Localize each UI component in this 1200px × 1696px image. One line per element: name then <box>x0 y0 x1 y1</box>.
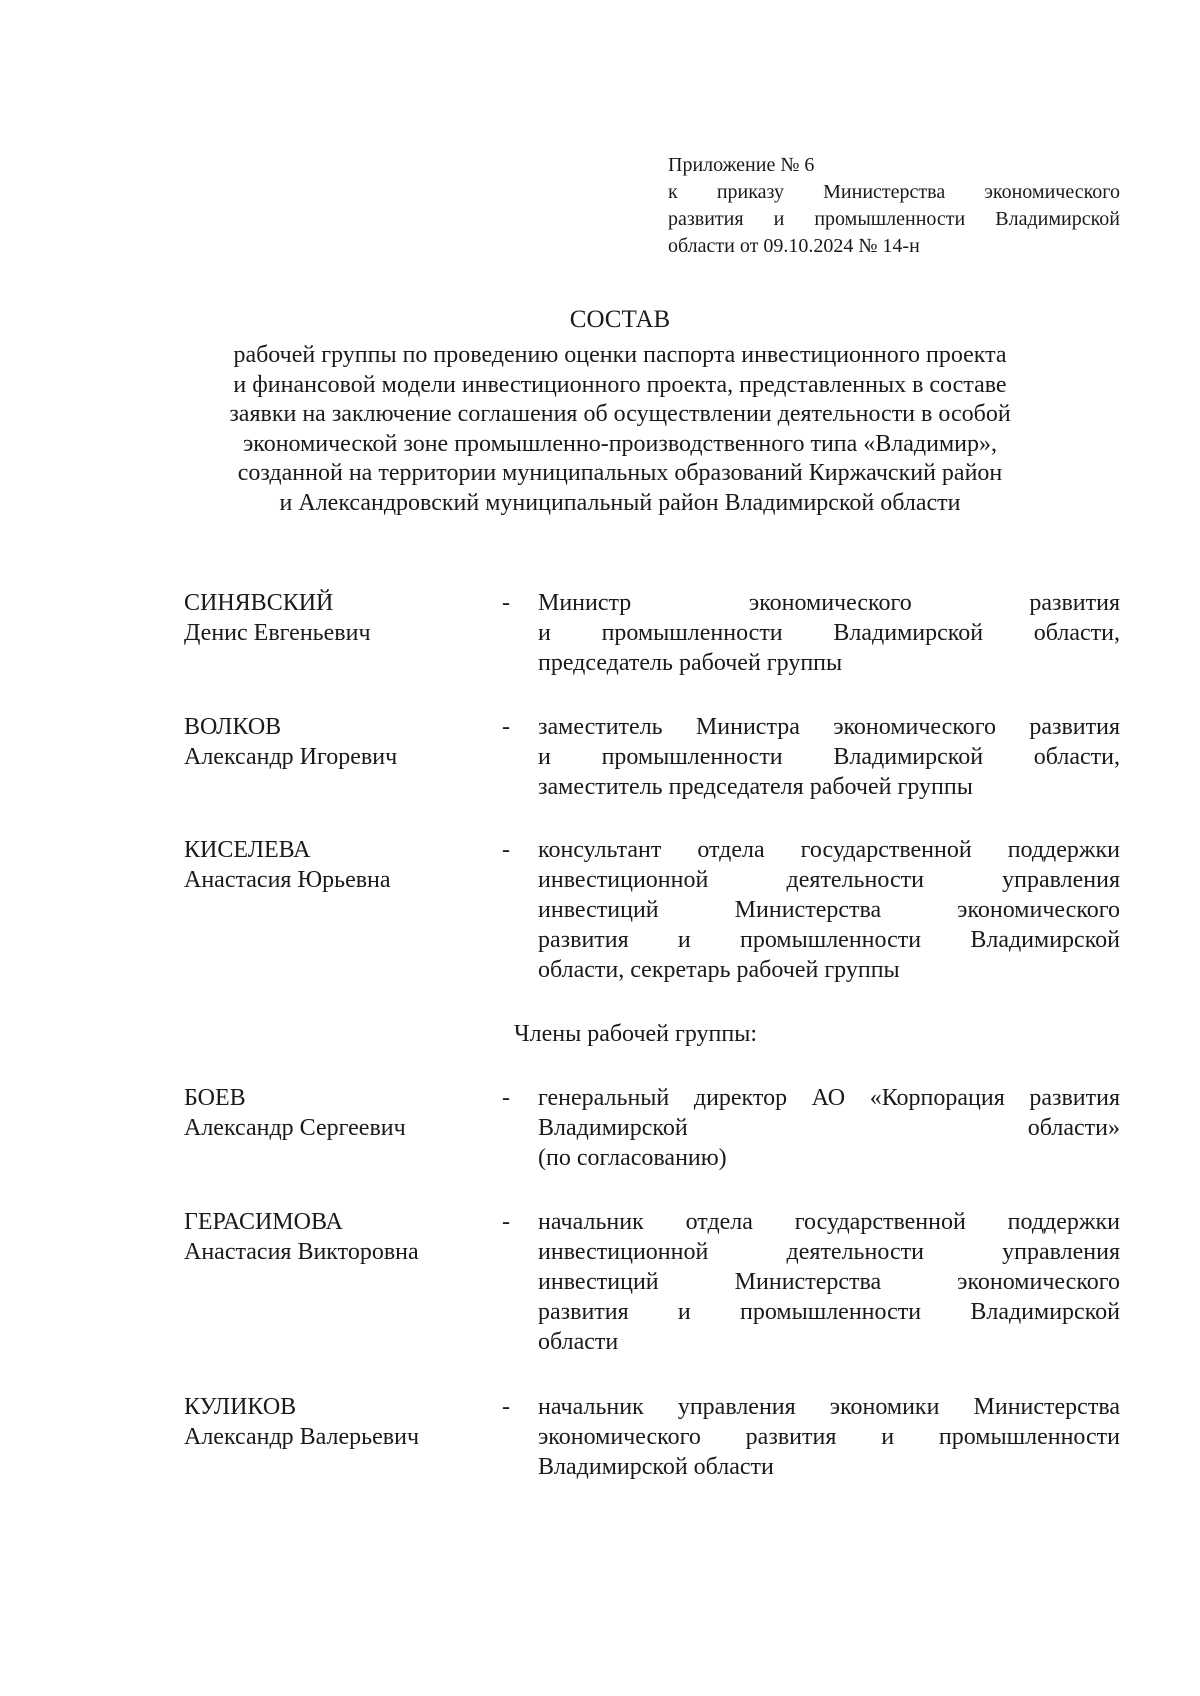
member-given-name: Александр Сергеевич <box>184 1115 406 1141</box>
heading-line: экономической зоне промышленно-производственного типа «Владимир», <box>242 430 998 457</box>
separator-dash: - <box>502 714 510 740</box>
member-surname: СИНЯВСКИЙ <box>184 590 334 616</box>
document-title: СОСТАВ <box>569 306 671 333</box>
role-line: области, секретарь рабочей группы <box>538 957 900 983</box>
role-line: генеральный директор АО «Корпорация развития <box>538 1085 1120 1111</box>
separator-dash: - <box>502 1085 510 1111</box>
separator-dash: - <box>502 590 510 616</box>
member-given-name: Анастасия Викторовна <box>184 1239 419 1265</box>
member-name <box>184 835 484 895</box>
member-surname: БОЕВ <box>184 1085 246 1111</box>
heading-line: созданной на территории муниципальных образований Киржачский район <box>237 460 1003 486</box>
role-line: инвестиционной деятельности управления <box>538 867 1120 893</box>
member-given-name: Александр Игоревич <box>184 744 398 770</box>
member-given-name: Денис Евгеньевич <box>184 620 371 646</box>
role-line: консультант отдела государственной поддержки <box>538 837 1120 863</box>
role-line: Министр экономического развития <box>538 590 1120 616</box>
appendix-order-line: к приказу Министерства экономического <box>668 181 1120 203</box>
heading-line: и финансовой модели инвестиционного проекта, представленных в составе <box>233 371 1007 398</box>
member-name <box>184 1207 484 1267</box>
separator-dash: - <box>502 1394 510 1420</box>
member-role <box>538 835 1120 985</box>
role-line: заместитель Министра экономического развития <box>538 714 1120 740</box>
member-name <box>184 712 484 772</box>
appendix-block <box>668 152 1120 260</box>
role-line: Владимирской области» <box>538 1115 1120 1141</box>
role-line: (по согласованию) <box>538 1145 727 1171</box>
role-line: начальник отдела государственной поддержки <box>538 1209 1120 1235</box>
member-surname: ВОЛКОВ <box>184 714 282 740</box>
member-role <box>538 1207 1120 1357</box>
role-line: инвестиционной деятельности управления <box>538 1239 1120 1265</box>
member-role <box>538 712 1120 802</box>
member-name <box>184 588 484 648</box>
separator-dash: - <box>502 1209 510 1235</box>
role-line: области <box>538 1329 619 1355</box>
role-line: и промышленности Владимирской области, <box>538 744 1120 770</box>
appendix-ministry-line: развития и промышленности Владимирской <box>668 208 1120 230</box>
heading-line: заявки на заключение соглашения об осуществлении деятельности в особой <box>229 401 1011 427</box>
role-line: инвестиций Министерства экономического <box>538 897 1120 923</box>
member-surname: КУЛИКОВ <box>184 1394 297 1420</box>
member-role <box>538 1083 1120 1173</box>
role-line: начальник управления экономики Министерства <box>538 1394 1120 1420</box>
appendix-date-line: области от 09.10.2024 № 14-н <box>668 235 920 257</box>
member-name <box>184 1083 484 1143</box>
role-line: развития и промышленности Владимирской <box>538 927 1120 953</box>
appendix-number: Приложение № 6 <box>668 154 815 176</box>
role-line: и промышленности Владимирской области, <box>538 620 1120 646</box>
role-line: председатель рабочей группы <box>538 650 843 676</box>
member-surname: КИСЕЛЕВА <box>184 837 311 863</box>
members-subheading: Члены рабочей группы: <box>514 1021 758 1047</box>
role-line: заместитель председателя рабочей группы <box>538 774 973 800</box>
member-given-name: Анастасия Юрьевна <box>184 867 391 893</box>
heading-line: и Александровский муниципальный район Владимирской области <box>279 489 961 516</box>
heading-line: рабочей группы по проведению оценки паспорта инвестиционного проекта <box>233 342 1007 368</box>
member-surname: ГЕРАСИМОВА <box>184 1209 343 1235</box>
member-name <box>184 1392 484 1452</box>
role-line: экономического развития и промышленности <box>538 1424 1120 1450</box>
member-role <box>538 588 1120 678</box>
role-line: Владимирской области <box>538 1454 774 1480</box>
member-role <box>538 1392 1120 1482</box>
document-heading <box>150 305 1090 518</box>
member-given-name: Александр Валерьевич <box>184 1424 420 1450</box>
role-line: развития и промышленности Владимирской <box>538 1299 1120 1325</box>
separator-dash: - <box>502 837 510 863</box>
role-line: инвестиций Министерства экономического <box>538 1269 1120 1295</box>
